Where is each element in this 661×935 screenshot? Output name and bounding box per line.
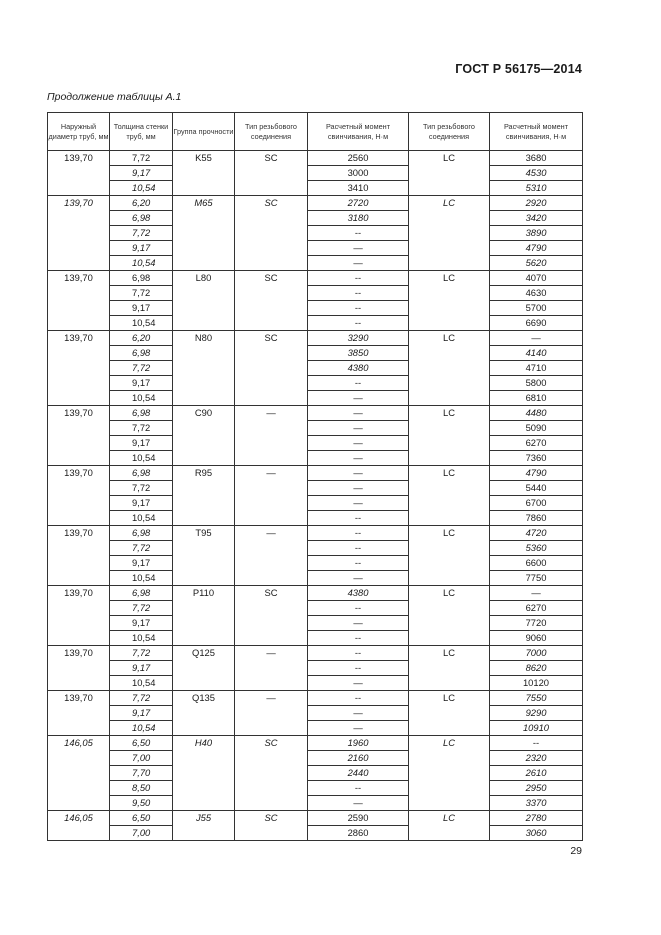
table-row xyxy=(48,661,583,676)
makeup-torque-1-cell: — xyxy=(308,706,409,721)
connection-type-2-cell: LC xyxy=(409,811,490,841)
makeup-torque-2-cell: 4790 xyxy=(490,241,583,256)
table-row xyxy=(48,646,583,661)
table-row xyxy=(48,526,583,541)
table-row xyxy=(48,211,583,226)
makeup-torque-2-cell: 10910 xyxy=(490,721,583,736)
wall-thickness-cell: 10,54 xyxy=(110,256,173,271)
wall-thickness-cell: 7,72 xyxy=(110,361,173,376)
table-row xyxy=(48,166,583,181)
table-row xyxy=(48,796,583,811)
makeup-torque-1-cell: 2590 xyxy=(308,811,409,826)
connection-type-2-cell: LC xyxy=(409,406,490,466)
outer-diameter-cell: 139,70 xyxy=(48,691,110,736)
table-row xyxy=(48,811,583,826)
makeup-torque-1-cell: — xyxy=(308,406,409,421)
connection-type-2-cell: LC xyxy=(409,331,490,406)
makeup-torque-1-cell: 3410 xyxy=(308,181,409,196)
makeup-torque-2-cell: 7750 xyxy=(490,571,583,586)
strength-grade-cell: P110 xyxy=(173,586,235,646)
connection-type-1-cell: SC xyxy=(235,811,308,841)
makeup-torque-2-cell: 6690 xyxy=(490,316,583,331)
header-makeup-torque-2: Расчетный момент свинчивания, Н·м xyxy=(490,113,583,151)
table-row xyxy=(48,241,583,256)
wall-thickness-cell: 7,72 xyxy=(110,691,173,706)
makeup-torque-2-cell: 9060 xyxy=(490,631,583,646)
wall-thickness-cell: 10,54 xyxy=(110,511,173,526)
table-row xyxy=(48,676,583,691)
makeup-torque-2-cell: 4790 xyxy=(490,466,583,481)
strength-grade-cell: M65 xyxy=(173,196,235,271)
table-row xyxy=(48,481,583,496)
makeup-torque-2-cell: 6700 xyxy=(490,496,583,511)
makeup-torque-2-cell: 7550 xyxy=(490,691,583,706)
table-row xyxy=(48,751,583,766)
makeup-torque-2-cell: 7860 xyxy=(490,511,583,526)
wall-thickness-cell: 10,54 xyxy=(110,631,173,646)
connection-type-2-cell: LC xyxy=(409,151,490,196)
wall-thickness-cell: 6,98 xyxy=(110,406,173,421)
makeup-torque-1-cell: 1960 xyxy=(308,736,409,751)
makeup-torque-1-cell: — xyxy=(308,496,409,511)
connection-type-1-cell: — xyxy=(235,406,308,466)
wall-thickness-cell: 6,50 xyxy=(110,811,173,826)
makeup-torque-1-cell: -- xyxy=(308,601,409,616)
wall-thickness-cell: 7,00 xyxy=(110,826,173,841)
table-row xyxy=(48,631,583,646)
connection-type-1-cell: — xyxy=(235,466,308,526)
makeup-torque-1-cell: — xyxy=(308,451,409,466)
wall-thickness-cell: 9,17 xyxy=(110,166,173,181)
wall-thickness-cell: 10,54 xyxy=(110,181,173,196)
table-row xyxy=(48,361,583,376)
makeup-torque-2-cell: 8620 xyxy=(490,661,583,676)
table-row xyxy=(48,601,583,616)
makeup-torque-1-cell: 3180 xyxy=(308,211,409,226)
makeup-torque-1-cell: 4380 xyxy=(308,586,409,601)
table-row xyxy=(48,826,583,841)
makeup-torque-2-cell: 4710 xyxy=(490,361,583,376)
makeup-torque-2-cell: — xyxy=(490,331,583,346)
makeup-torque-1-cell: — xyxy=(308,721,409,736)
table-row xyxy=(48,706,583,721)
connection-type-1-cell: SC xyxy=(235,151,308,196)
makeup-torque-2-cell: 5700 xyxy=(490,301,583,316)
outer-diameter-cell: 146,05 xyxy=(48,811,110,841)
makeup-torque-1-cell: 2860 xyxy=(308,826,409,841)
wall-thickness-cell: 7,72 xyxy=(110,601,173,616)
table-row xyxy=(48,451,583,466)
strength-grade-cell: L80 xyxy=(173,271,235,331)
wall-thickness-cell: 10,54 xyxy=(110,316,173,331)
table-row xyxy=(48,496,583,511)
makeup-torque-2-cell: 4070 xyxy=(490,271,583,286)
makeup-torque-1-cell: -- xyxy=(308,541,409,556)
connection-type-1-cell: — xyxy=(235,646,308,691)
table-row xyxy=(48,736,583,751)
makeup-torque-2-cell: 7720 xyxy=(490,616,583,631)
wall-thickness-cell: 10,54 xyxy=(110,391,173,406)
makeup-torque-1-cell: 3850 xyxy=(308,346,409,361)
wall-thickness-cell: 7,72 xyxy=(110,421,173,436)
connection-type-2-cell: LC xyxy=(409,271,490,331)
makeup-torque-2-cell: 2610 xyxy=(490,766,583,781)
outer-diameter-cell: 139,70 xyxy=(48,526,110,586)
makeup-torque-2-cell: 4480 xyxy=(490,406,583,421)
table-row xyxy=(48,331,583,346)
connection-type-1-cell: SC xyxy=(235,196,308,271)
wall-thickness-cell: 7,72 xyxy=(110,541,173,556)
makeup-torque-2-cell: 3680 xyxy=(490,151,583,166)
outer-diameter-cell: 139,70 xyxy=(48,406,110,466)
connection-type-2-cell: LC xyxy=(409,196,490,271)
header-strength-grade: Группа прочности xyxy=(173,113,235,151)
outer-diameter-cell: 139,70 xyxy=(48,586,110,646)
table-row xyxy=(48,436,583,451)
table-row xyxy=(48,256,583,271)
outer-diameter-cell: 146,05 xyxy=(48,736,110,811)
makeup-torque-1-cell: — xyxy=(308,466,409,481)
wall-thickness-cell: 9,17 xyxy=(110,706,173,721)
connection-type-1-cell: SC xyxy=(235,271,308,331)
makeup-torque-1-cell: — xyxy=(308,256,409,271)
connection-type-1-cell: SC xyxy=(235,586,308,646)
wall-thickness-cell: 9,17 xyxy=(110,661,173,676)
wall-thickness-cell: 10,54 xyxy=(110,676,173,691)
wall-thickness-cell: 9,17 xyxy=(110,241,173,256)
outer-diameter-cell: 139,70 xyxy=(48,466,110,526)
outer-diameter-cell: 139,70 xyxy=(48,271,110,331)
makeup-torque-2-cell: 5310 xyxy=(490,181,583,196)
wall-thickness-cell: 6,98 xyxy=(110,271,173,286)
table-row xyxy=(48,346,583,361)
makeup-torque-2-cell: 3890 xyxy=(490,226,583,241)
makeup-torque-1-cell: — xyxy=(308,421,409,436)
table-row xyxy=(48,421,583,436)
makeup-torque-1-cell: 2560 xyxy=(308,151,409,166)
makeup-torque-1-cell: -- xyxy=(308,226,409,241)
wall-thickness-cell: 9,17 xyxy=(110,616,173,631)
connection-type-2-cell: LC xyxy=(409,526,490,586)
makeup-torque-1-cell: -- xyxy=(308,631,409,646)
makeup-torque-1-cell: — xyxy=(308,436,409,451)
wall-thickness-cell: 6,98 xyxy=(110,211,173,226)
table-row xyxy=(48,466,583,481)
makeup-torque-2-cell: 5440 xyxy=(490,481,583,496)
strength-grade-cell: C90 xyxy=(173,406,235,466)
makeup-torque-2-cell: 3060 xyxy=(490,826,583,841)
makeup-torque-1-cell: -- xyxy=(308,556,409,571)
table-row xyxy=(48,766,583,781)
table-row xyxy=(48,271,583,286)
table-body xyxy=(48,151,583,841)
connection-type-2-cell: LC xyxy=(409,466,490,526)
makeup-torque-1-cell: 2720 xyxy=(308,196,409,211)
table-caption: Продолжение таблицы А.1 xyxy=(47,91,182,103)
connection-type-2-cell: LC xyxy=(409,736,490,811)
table-row xyxy=(48,286,583,301)
table-row xyxy=(48,721,583,736)
makeup-torque-table xyxy=(47,112,583,841)
makeup-torque-2-cell: 4530 xyxy=(490,166,583,181)
strength-grade-cell: Q135 xyxy=(173,691,235,736)
makeup-torque-1-cell: -- xyxy=(308,526,409,541)
wall-thickness-cell: 9,17 xyxy=(110,436,173,451)
wall-thickness-cell: 9,17 xyxy=(110,496,173,511)
connection-type-1-cell: SC xyxy=(235,331,308,406)
makeup-torque-1-cell: — xyxy=(308,241,409,256)
strength-grade-cell: H40 xyxy=(173,736,235,811)
makeup-torque-1-cell: -- xyxy=(308,376,409,391)
makeup-torque-1-cell: — xyxy=(308,616,409,631)
table-row xyxy=(48,301,583,316)
table-row xyxy=(48,196,583,211)
table-row xyxy=(48,391,583,406)
makeup-torque-1-cell: -- xyxy=(308,316,409,331)
strength-grade-cell: N80 xyxy=(173,331,235,406)
wall-thickness-cell: 9,50 xyxy=(110,796,173,811)
connection-type-2-cell: LC xyxy=(409,691,490,736)
header-connection-type-2: Тип резьбового соединения xyxy=(409,113,490,151)
table-row xyxy=(48,556,583,571)
makeup-torque-2-cell: 5360 xyxy=(490,541,583,556)
table-row xyxy=(48,586,583,601)
makeup-torque-2-cell: 10120 xyxy=(490,676,583,691)
table-row xyxy=(48,316,583,331)
makeup-torque-1-cell: -- xyxy=(308,781,409,796)
connection-type-2-cell: LC xyxy=(409,646,490,691)
wall-thickness-cell: 10,54 xyxy=(110,721,173,736)
wall-thickness-cell: 7,72 xyxy=(110,226,173,241)
makeup-torque-1-cell: 3000 xyxy=(308,166,409,181)
wall-thickness-cell: 9,17 xyxy=(110,301,173,316)
makeup-torque-1-cell: 4380 xyxy=(308,361,409,376)
connection-type-1-cell: — xyxy=(235,691,308,736)
makeup-torque-2-cell: 6810 xyxy=(490,391,583,406)
makeup-torque-2-cell: 9290 xyxy=(490,706,583,721)
makeup-torque-2-cell: 7360 xyxy=(490,451,583,466)
makeup-torque-2-cell: 4630 xyxy=(490,286,583,301)
wall-thickness-cell: 6,98 xyxy=(110,346,173,361)
header-makeup-torque-1: Расчетный момент свинчивания, Н·м xyxy=(308,113,409,151)
table-row xyxy=(48,376,583,391)
wall-thickness-cell: 6,50 xyxy=(110,736,173,751)
table-row xyxy=(48,226,583,241)
wall-thickness-cell: 6,98 xyxy=(110,466,173,481)
makeup-torque-2-cell: 2320 xyxy=(490,751,583,766)
table-row xyxy=(48,571,583,586)
wall-thickness-cell: 7,00 xyxy=(110,751,173,766)
makeup-torque-2-cell: 3420 xyxy=(490,211,583,226)
table-row xyxy=(48,541,583,556)
makeup-torque-2-cell: 2780 xyxy=(490,811,583,826)
makeup-torque-1-cell: — xyxy=(308,796,409,811)
makeup-torque-1-cell: — xyxy=(308,571,409,586)
makeup-torque-1-cell: -- xyxy=(308,286,409,301)
header-wall-thickness: Толщина стенки труб, мм xyxy=(110,113,173,151)
makeup-torque-1-cell: 2160 xyxy=(308,751,409,766)
makeup-torque-2-cell: 2950 xyxy=(490,781,583,796)
strength-grade-cell: T95 xyxy=(173,526,235,586)
wall-thickness-cell: 9,17 xyxy=(110,556,173,571)
document-code: ГОСТ Р 56175—2014 xyxy=(455,62,582,76)
makeup-torque-2-cell: 6600 xyxy=(490,556,583,571)
wall-thickness-cell: 10,54 xyxy=(110,571,173,586)
makeup-torque-2-cell: 7000 xyxy=(490,646,583,661)
table-row xyxy=(48,151,583,166)
makeup-torque-1-cell: — xyxy=(308,481,409,496)
makeup-torque-2-cell: 3370 xyxy=(490,796,583,811)
makeup-torque-1-cell: -- xyxy=(308,271,409,286)
makeup-torque-2-cell: 4720 xyxy=(490,526,583,541)
strength-grade-cell: K55 xyxy=(173,151,235,196)
table-row xyxy=(48,691,583,706)
makeup-torque-2-cell: 5090 xyxy=(490,421,583,436)
table-header-row xyxy=(48,113,583,151)
outer-diameter-cell: 139,70 xyxy=(48,646,110,691)
makeup-torque-1-cell: -- xyxy=(308,301,409,316)
makeup-torque-1-cell: -- xyxy=(308,646,409,661)
wall-thickness-cell: 6,20 xyxy=(110,196,173,211)
wall-thickness-cell: 7,72 xyxy=(110,151,173,166)
makeup-torque-2-cell: — xyxy=(490,586,583,601)
outer-diameter-cell: 139,70 xyxy=(48,151,110,196)
outer-diameter-cell: 139,70 xyxy=(48,196,110,271)
wall-thickness-cell: 7,70 xyxy=(110,766,173,781)
makeup-torque-2-cell: 6270 xyxy=(490,436,583,451)
makeup-torque-2-cell: 4140 xyxy=(490,346,583,361)
table-row xyxy=(48,781,583,796)
makeup-torque-1-cell: 2440 xyxy=(308,766,409,781)
makeup-torque-1-cell: — xyxy=(308,391,409,406)
makeup-torque-2-cell: 2920 xyxy=(490,196,583,211)
makeup-torque-1-cell: -- xyxy=(308,511,409,526)
wall-thickness-cell: 7,72 xyxy=(110,481,173,496)
connection-type-1-cell: — xyxy=(235,526,308,586)
wall-thickness-cell: 6,20 xyxy=(110,331,173,346)
makeup-torque-1-cell: -- xyxy=(308,691,409,706)
page-number: 29 xyxy=(570,845,582,857)
wall-thickness-cell: 9,17 xyxy=(110,376,173,391)
makeup-torque-2-cell: 6270 xyxy=(490,601,583,616)
table-row xyxy=(48,511,583,526)
table-row xyxy=(48,616,583,631)
wall-thickness-cell: 6,98 xyxy=(110,526,173,541)
wall-thickness-cell: 7,72 xyxy=(110,286,173,301)
header-connection-type-1: Тип резьбового соединения xyxy=(235,113,308,151)
table-row xyxy=(48,406,583,421)
strength-grade-cell: Q125 xyxy=(173,646,235,691)
header-outer-diameter: Наружный диаметр труб, мм xyxy=(48,113,110,151)
wall-thickness-cell: 7,72 xyxy=(110,646,173,661)
makeup-torque-1-cell: 3290 xyxy=(308,331,409,346)
makeup-torque-1-cell: -- xyxy=(308,661,409,676)
wall-thickness-cell: 6,98 xyxy=(110,586,173,601)
table-row xyxy=(48,181,583,196)
connection-type-2-cell: LC xyxy=(409,586,490,646)
wall-thickness-cell: 8,50 xyxy=(110,781,173,796)
makeup-torque-2-cell: -- xyxy=(490,736,583,751)
makeup-torque-1-cell: — xyxy=(308,676,409,691)
strength-grade-cell: R95 xyxy=(173,466,235,526)
wall-thickness-cell: 10,54 xyxy=(110,451,173,466)
strength-grade-cell: J55 xyxy=(173,811,235,841)
connection-type-1-cell: SC xyxy=(235,736,308,811)
makeup-torque-2-cell: 5620 xyxy=(490,256,583,271)
makeup-torque-2-cell: 5800 xyxy=(490,376,583,391)
outer-diameter-cell: 139,70 xyxy=(48,331,110,406)
